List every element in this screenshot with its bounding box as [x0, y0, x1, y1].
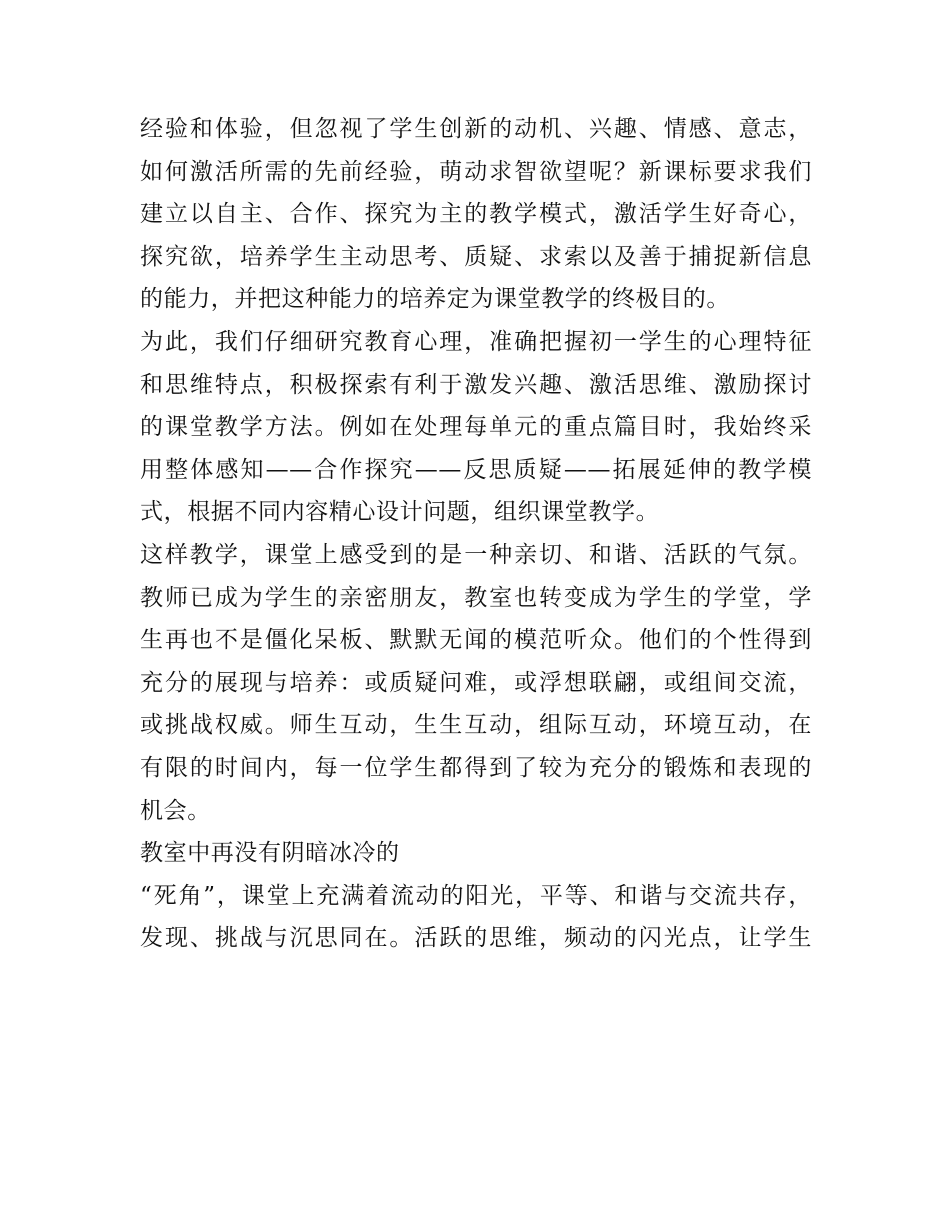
text-line: 这样教学，课堂上感受到的是一种亲切、和谐、活跃的气氛。 — [140, 541, 812, 568]
text-line: “死角”，课堂上充满着流动的阳光，平等、和谐与交流共存， — [140, 882, 812, 909]
text-line: 的能力，并把这种能力的培养定为课堂教学的终极目的。 — [140, 286, 730, 313]
text-line: 和思维特点，积极探索有利于激发兴趣、激活思维、激励探讨 — [140, 371, 812, 398]
text-line: 发现、挑战与沉思同在。活跃的思维，频动的闪光点，让学生 — [140, 925, 812, 952]
text-line: 用整体感知——合作探究——反思质疑——拓展延伸的教学模 — [140, 456, 812, 483]
body-text — [140, 108, 812, 960]
text-line: 有限的时间内，每一位学生都得到了较为充分的锻炼和表现的 — [140, 754, 812, 781]
text-line: 机会。 — [140, 797, 211, 824]
text-line: 探究欲，培养学生主动思考、质疑、求索以及善于捕捉新信息 — [140, 243, 812, 270]
text-line: 建立以自主、合作、探究为主的教学模式，激活学生好奇心， — [140, 201, 812, 228]
text-line: 式，根据不同内容精心设计问题，组织课堂教学。 — [140, 499, 660, 526]
text-line: 充分的展现与培养：或质疑问难，或浮想联翩，或组间交流， — [140, 669, 812, 696]
text-line: 经验和体验，但忽视了学生创新的动机、兴趣、情感、意志， — [140, 116, 812, 142]
text-line: 教室中再没有阴暗冰冷的 — [140, 840, 400, 867]
text-line: 如何激活所需的先前经验，萌动求智欲望呢？新课标要求我们 — [140, 158, 812, 185]
text-line: 为此，我们仔细研究教育心理，准确把握初一学生的心理特征 — [140, 328, 812, 355]
text-line: 或挑战权威。师生互动，生生互动，组际互动，环境互动，在 — [140, 712, 812, 739]
text-line: 生再也不是僵化呆板、默默无闻的模范听众。他们的个性得到 — [140, 627, 812, 654]
text-line: 教师已成为学生的亲密朋友，教室也转变成为学生的学堂，学 — [140, 584, 812, 611]
text-line: 的课堂教学方法。例如在处理每单元的重点篇目时，我始终采 — [140, 414, 812, 441]
